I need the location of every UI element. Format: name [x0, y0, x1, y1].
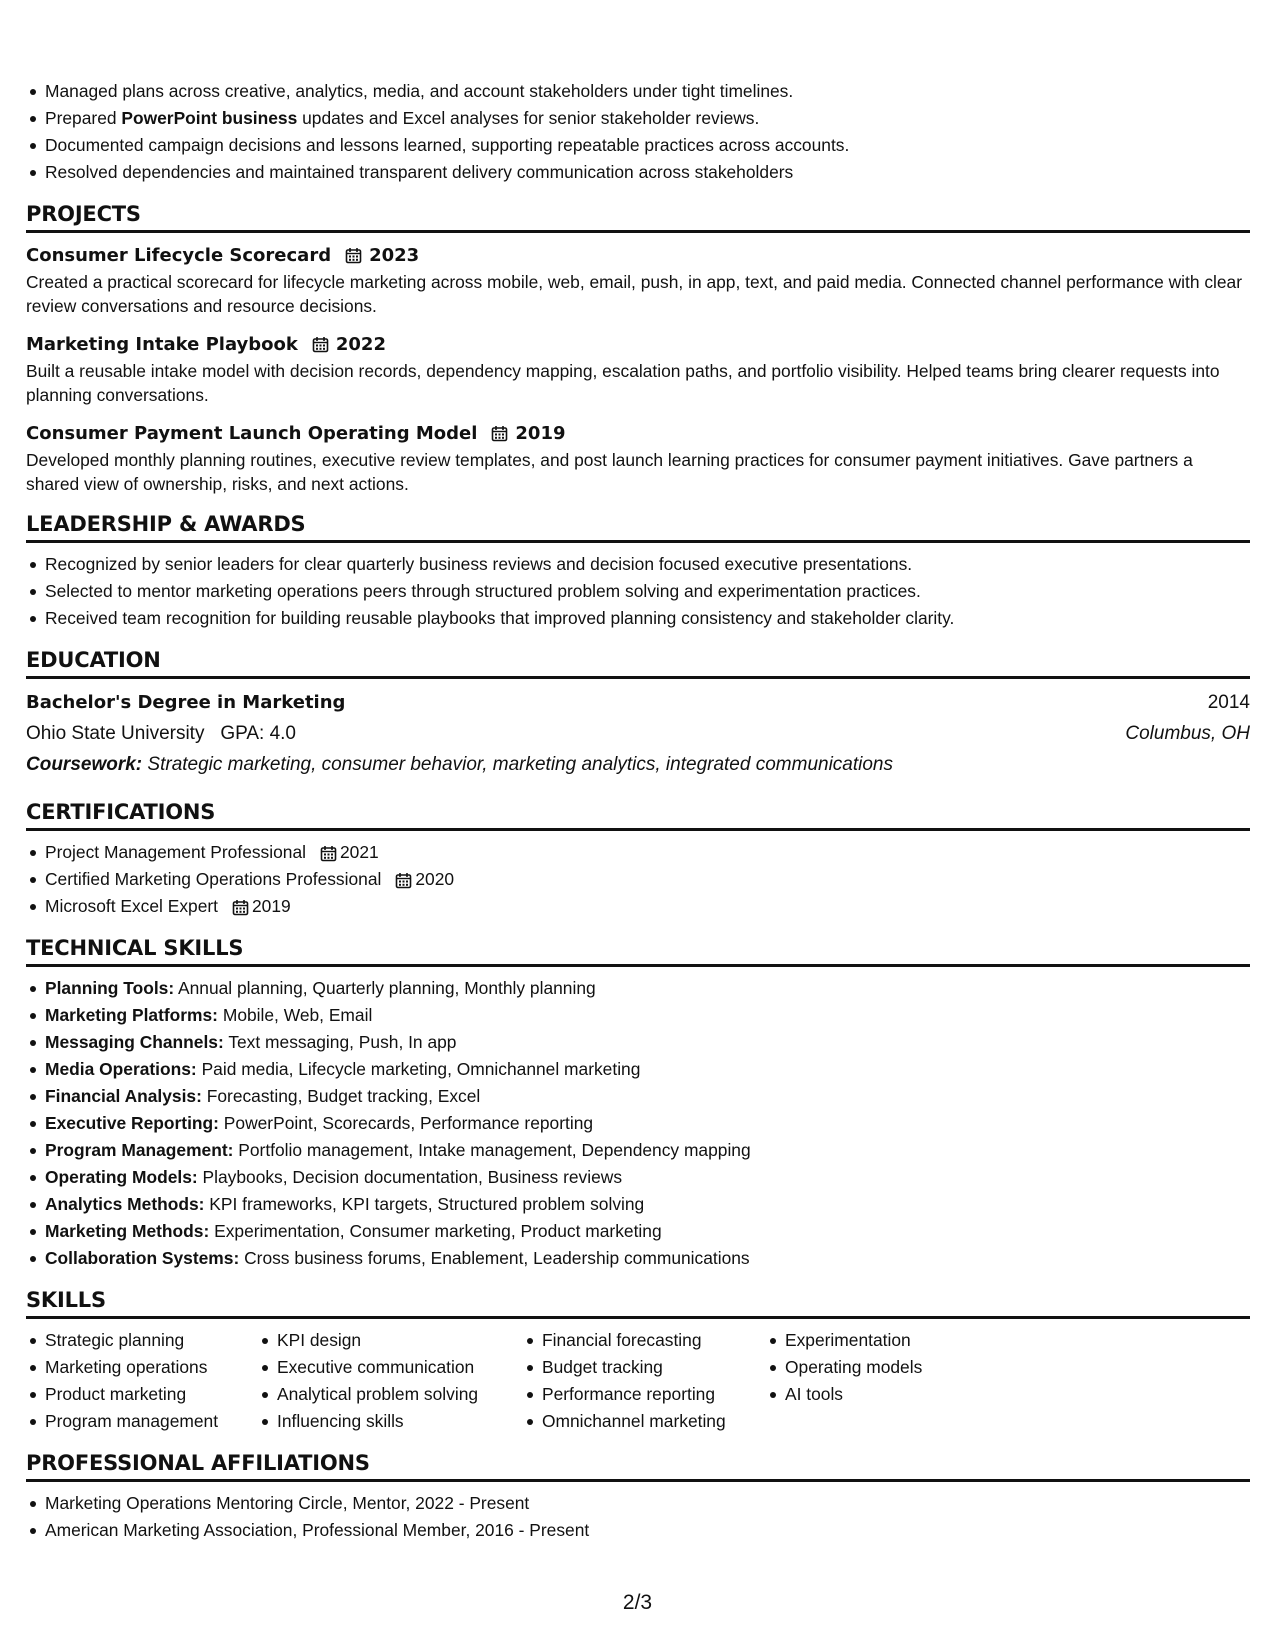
experience-bullet: Managed plans across creative, analytics, media, and account stakeholders under tight timelines.	[26, 78, 1250, 105]
experience-bullet: Prepared PowerPoint business updates and Excel analyses for senior stakeholder reviews.	[26, 105, 1250, 132]
experience-bullet: Resolved dependencies and maintained transparent delivery communication across stakeholders	[26, 159, 1250, 186]
certifications-heading: CERTIFICATIONS	[26, 800, 1250, 831]
technical-skill-item: Marketing Platforms: Mobile, Web, Email	[26, 1002, 1250, 1029]
technical-skills-list	[26, 975, 1250, 1272]
project-title: Consumer Payment Launch Operating Model	[26, 423, 478, 444]
skills-column	[26, 1327, 258, 1435]
technical-skill-item: Financial Analysis: Forecasting, Budget tracking, Excel	[26, 1083, 1250, 1110]
leadership-item: Recognized by senior leaders for clear quarterly business reviews and decision focused executive presentations.	[26, 551, 1250, 578]
certifications-list	[26, 839, 1250, 920]
project-item	[26, 241, 1250, 318]
skills-column	[523, 1327, 766, 1435]
project-item	[26, 330, 1250, 407]
project-description: Built a reusable intake model with decision records, dependency mapping, escalation paths, and portfolio visibility. Helped teams bring clearer requests into planning conversations.	[26, 361, 1220, 405]
skill-item: KPI design	[258, 1327, 523, 1354]
technical-skill-item: Messaging Channels: Text messaging, Push, In app	[26, 1029, 1250, 1056]
project-title: Consumer Lifecycle Scorecard	[26, 245, 332, 266]
skills-grid	[26, 1327, 1250, 1435]
school-location: Columbus, OH	[1125, 723, 1250, 744]
calendar-icon	[395, 872, 412, 889]
graduation-year: 2014	[1207, 692, 1250, 713]
skill-item: Budget tracking	[523, 1354, 766, 1381]
skill-item: Financial forecasting	[523, 1327, 766, 1354]
technical-skill-item: Planning Tools: Annual planning, Quarterly planning, Monthly planning	[26, 975, 1250, 1002]
affiliations-heading: PROFESSIONAL AFFILIATIONS	[26, 1451, 1250, 1482]
calendar-icon	[232, 899, 249, 916]
projects-list	[26, 241, 1250, 496]
gpa: GPA: 4.0	[220, 723, 296, 744]
skills-column	[258, 1327, 523, 1435]
project-year: 2022	[335, 334, 386, 355]
skill-item: AI tools	[766, 1381, 1016, 1408]
calendar-icon	[312, 336, 329, 353]
certification-item: Project Management Professional 2021	[26, 839, 1250, 866]
technical-skill-item: Operating Models: Playbooks, Decision documentation, Business reviews	[26, 1164, 1250, 1191]
degree-title: Bachelor's Degree in Marketing	[26, 692, 346, 713]
leadership-item: Selected to mentor marketing operations peers through structured problem solving and experimentation practices.	[26, 578, 1250, 605]
calendar-icon	[491, 425, 508, 442]
technical-skill-item: Executive Reporting: PowerPoint, Scorecards, Performance reporting	[26, 1110, 1250, 1137]
project-year: 2023	[369, 245, 420, 266]
skill-item: Experimentation	[766, 1327, 1016, 1354]
technical-skill-item: Collaboration Systems: Cross business forums, Enablement, Leadership communications	[26, 1245, 1250, 1272]
project-description: Created a practical scorecard for lifecycle marketing across mobile, web, email, push, in app, text, and paid media. Connected channel performance with clear review conversations and resource decisions.	[26, 272, 1243, 316]
skill-item: Performance reporting	[523, 1381, 766, 1408]
technical-skill-item: Program Management: Portfolio management, Intake management, Dependency mapping	[26, 1137, 1250, 1164]
projects-heading: PROJECTS	[26, 202, 1250, 233]
technical-skill-item: Analytics Methods: KPI frameworks, KPI targets, Structured problem solving	[26, 1191, 1250, 1218]
coursework-text: Strategic marketing, consumer behavior, marketing analytics, integrated communications	[147, 754, 893, 775]
leadership-list	[26, 551, 1250, 632]
experience-bullets	[26, 78, 1250, 186]
skills-heading: SKILLS	[26, 1288, 1250, 1319]
certification-item: Certified Marketing Operations Professional 2020	[26, 866, 1250, 893]
school-name: Ohio State University	[26, 723, 205, 744]
skill-item: Product marketing	[26, 1381, 258, 1408]
skill-item: Omnichannel marketing	[523, 1408, 766, 1435]
page-number: 2/3	[622, 1591, 653, 1614]
coursework-label: Coursework:	[26, 754, 143, 775]
skill-item: Program management	[26, 1408, 258, 1435]
skill-item: Executive communication	[258, 1354, 523, 1381]
education-heading: EDUCATION	[26, 648, 1250, 679]
certification-item: Microsoft Excel Expert 2019	[26, 893, 1250, 920]
skill-item: Strategic planning	[26, 1327, 258, 1354]
technical-skill-item: Marketing Methods: Experimentation, Consumer marketing, Product marketing	[26, 1218, 1250, 1245]
affiliations-list	[26, 1490, 1250, 1544]
calendar-icon	[320, 845, 337, 862]
education-entry	[26, 687, 1250, 780]
affiliation-item: American Marketing Association, Professional Member, 2016 - Present	[26, 1517, 1250, 1544]
project-item	[26, 419, 1250, 496]
technical-skills-heading: TECHNICAL SKILLS	[26, 936, 1250, 967]
project-year: 2019	[515, 423, 566, 444]
project-description: Developed monthly planning routines, executive review templates, and post launch learning practices for consumer payment initiatives. Gave partners a shared view of ownership, risks, and next actions.	[26, 450, 1193, 494]
affiliation-item: Marketing Operations Mentoring Circle, Mentor, 2022 - Present	[26, 1490, 1250, 1517]
calendar-icon	[345, 247, 362, 264]
skill-item: Operating models	[766, 1354, 1016, 1381]
leadership-item: Received team recognition for building reusable playbooks that improved planning consistency and stakeholder clarity.	[26, 605, 1250, 632]
skill-item: Marketing operations	[26, 1354, 258, 1381]
resume-page	[26, 78, 1250, 1544]
skill-item: Analytical problem solving	[258, 1381, 523, 1408]
project-title: Marketing Intake Playbook	[26, 334, 298, 355]
skills-column	[766, 1327, 1016, 1435]
skill-item: Influencing skills	[258, 1408, 523, 1435]
technical-skill-item: Media Operations: Paid media, Lifecycle marketing, Omnichannel marketing	[26, 1056, 1250, 1083]
leadership-heading: LEADERSHIP & AWARDS	[26, 512, 1250, 543]
experience-bullet: Documented campaign decisions and lessons learned, supporting repeatable practices across accounts.	[26, 132, 1250, 159]
